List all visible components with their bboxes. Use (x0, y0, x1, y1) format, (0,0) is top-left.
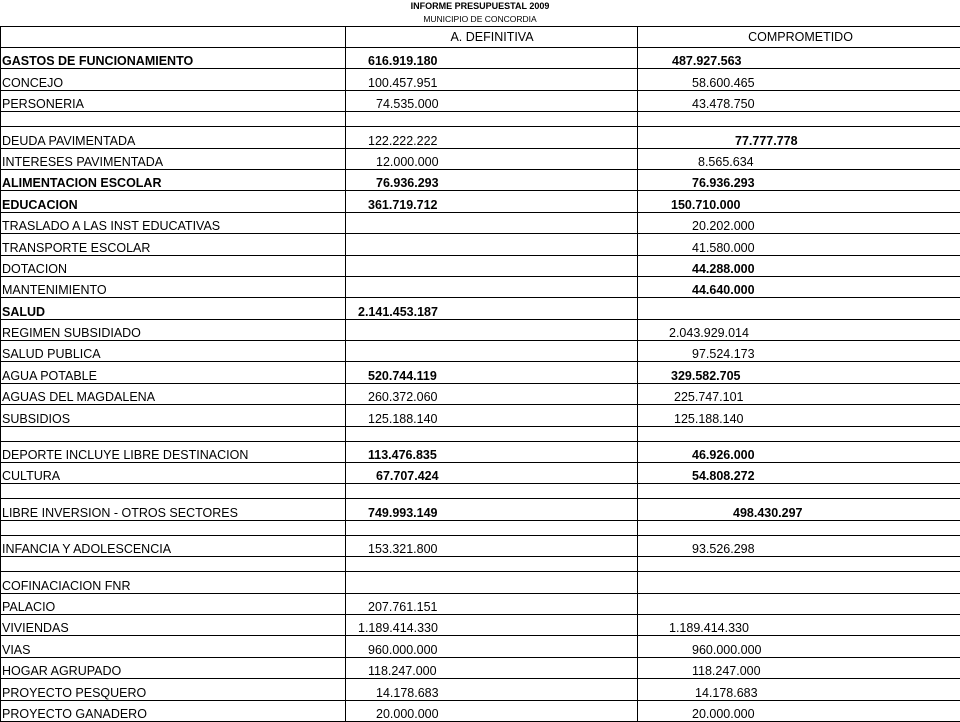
row-label: TRASLADO A LAS INST EDUCATIVAS (1, 212, 346, 233)
row-definitiva (346, 484, 638, 499)
row-label: SUBSIDIOS (1, 405, 346, 426)
table-row (1, 169, 960, 190)
row-comprometido: 150.710.000 (638, 191, 960, 212)
table-row (1, 463, 960, 484)
row-comprometido: 54.808.272 (638, 463, 960, 484)
row-definitiva: 118.247.000 (346, 657, 638, 678)
row-definitiva (346, 112, 638, 127)
row-comprometido: 77.777.778 (638, 127, 960, 148)
row-definitiva: 1.189.414.330 (346, 614, 638, 635)
row-definitiva: 207.761.151 (346, 593, 638, 614)
row-comprometido: 960.000.000 (638, 636, 960, 657)
table-row (1, 657, 960, 678)
table-row (1, 212, 960, 233)
row-comprometido: 125.188.140 (638, 405, 960, 426)
table-row (1, 700, 960, 721)
row-definitiva (346, 234, 638, 255)
row-label (1, 484, 346, 499)
report-subtitle: MUNICIPIO DE CONCORDIA (0, 14, 960, 24)
row-label: VIVIENDAS (1, 614, 346, 635)
row-comprometido: 498.430.297 (638, 499, 960, 520)
row-label: SALUD PUBLICA (1, 341, 346, 362)
table-row (1, 191, 960, 212)
table-row (1, 362, 960, 383)
row-definitiva (346, 319, 638, 340)
row-definitiva (346, 520, 638, 535)
row-definitiva (346, 341, 638, 362)
row-comprometido (638, 112, 960, 127)
table-row (1, 298, 960, 319)
row-comprometido: 118.247.000 (638, 657, 960, 678)
row-definitiva: 125.188.140 (346, 405, 638, 426)
row-definitiva: 74.535.000 (346, 90, 638, 111)
row-comprometido (638, 572, 960, 593)
table-row (1, 441, 960, 462)
row-label: LIBRE INVERSION - OTROS SECTORES (1, 499, 346, 520)
table-row (1, 276, 960, 297)
row-definitiva: 12.000.000 (346, 148, 638, 169)
row-definitiva: 100.457.951 (346, 69, 638, 90)
row-label: MANTENIMIENTO (1, 276, 346, 297)
row-comprometido: 76.936.293 (638, 169, 960, 190)
row-label: AGUA POTABLE (1, 362, 346, 383)
row-comprometido (638, 298, 960, 319)
row-comprometido: 46.926.000 (638, 441, 960, 462)
row-definitiva (346, 255, 638, 276)
row-comprometido: 2.043.929.014 (638, 319, 960, 340)
row-label (1, 426, 346, 441)
table-row (1, 405, 960, 426)
row-label: PROYECTO PESQUERO (1, 679, 346, 700)
header-definitiva: A. DEFINITIVA (346, 27, 638, 48)
row-comprometido: 8.565.634 (638, 148, 960, 169)
table-row (1, 127, 960, 148)
row-comprometido: 20.202.000 (638, 212, 960, 233)
report-title: INFORME PRESUPUESTAL 2009 (0, 1, 960, 11)
row-label: DEPORTE INCLUYE LIBRE DESTINACION (1, 441, 346, 462)
row-comprometido (638, 520, 960, 535)
row-label: DEUDA PAVIMENTADA (1, 127, 346, 148)
row-definitiva (346, 572, 638, 593)
row-label (1, 520, 346, 535)
row-comprometido (638, 593, 960, 614)
table-row (1, 48, 960, 69)
row-label: SALUD (1, 298, 346, 319)
row-comprometido: 58.600.465 (638, 69, 960, 90)
row-definitiva: 153.321.800 (346, 535, 638, 556)
row-comprometido: 44.288.000 (638, 255, 960, 276)
row-definitiva: 76.936.293 (346, 169, 638, 190)
row-label: TRANSPORTE ESCOLAR (1, 234, 346, 255)
row-label (1, 557, 346, 572)
table-row (1, 148, 960, 169)
table-row (1, 593, 960, 614)
row-label: EDUCACION (1, 191, 346, 212)
table-row (1, 255, 960, 276)
row-definitiva: 122.222.222 (346, 127, 638, 148)
table-row (1, 679, 960, 700)
row-label: INTERESES PAVIMENTADA (1, 148, 346, 169)
row-definitiva: 749.993.149 (346, 499, 638, 520)
header-row (1, 27, 960, 48)
row-definitiva: 260.372.060 (346, 383, 638, 404)
table-row (1, 572, 960, 593)
table-row (1, 535, 960, 556)
row-label: PALACIO (1, 593, 346, 614)
row-comprometido: 14.178.683 (638, 679, 960, 700)
budget-table (0, 26, 960, 722)
row-comprometido: 225.747.101 (638, 383, 960, 404)
row-definitiva: 361.719.712 (346, 191, 638, 212)
row-label: VIAS (1, 636, 346, 657)
row-comprometido: 93.526.298 (638, 535, 960, 556)
row-comprometido: 44.640.000 (638, 276, 960, 297)
row-comprometido: 1.189.414.330 (638, 614, 960, 635)
table-row (1, 341, 960, 362)
header-concepto (1, 27, 346, 48)
table-row (1, 112, 960, 127)
header-comprometido: COMPROMETIDO (638, 27, 960, 48)
row-comprometido (638, 426, 960, 441)
table-row (1, 319, 960, 340)
row-comprometido: 97.524.173 (638, 341, 960, 362)
row-definitiva (346, 276, 638, 297)
row-definitiva (346, 557, 638, 572)
row-comprometido: 43.478.750 (638, 90, 960, 111)
row-definitiva: 616.919.180 (346, 48, 638, 69)
table-row (1, 499, 960, 520)
row-definitiva: 520.744.119 (346, 362, 638, 383)
row-definitiva: 113.476.835 (346, 441, 638, 462)
row-label: PROYECTO GANADERO (1, 700, 346, 721)
row-label: CONCEJO (1, 69, 346, 90)
row-comprometido (638, 484, 960, 499)
row-comprometido (638, 557, 960, 572)
row-label: ALIMENTACION ESCOLAR (1, 169, 346, 190)
table-row (1, 636, 960, 657)
table-row (1, 614, 960, 635)
row-definitiva: 67.707.424 (346, 463, 638, 484)
row-definitiva: 960.000.000 (346, 636, 638, 657)
table-row (1, 234, 960, 255)
table-row (1, 383, 960, 404)
row-comprometido: 41.580.000 (638, 234, 960, 255)
table-row (1, 520, 960, 535)
table-row (1, 90, 960, 111)
row-label (1, 112, 346, 127)
row-definitiva: 2.141.453.187 (346, 298, 638, 319)
row-comprometido: 329.582.705 (638, 362, 960, 383)
row-label: CULTURA (1, 463, 346, 484)
row-definitiva (346, 212, 638, 233)
row-comprometido: 487.927.563 (638, 48, 960, 69)
row-label: AGUAS DEL MAGDALENA (1, 383, 346, 404)
row-definitiva (346, 426, 638, 441)
table-row (1, 484, 960, 499)
row-label: REGIMEN SUBSIDIADO (1, 319, 346, 340)
row-label: INFANCIA Y ADOLESCENCIA (1, 535, 346, 556)
table-row (1, 557, 960, 572)
row-label: DOTACION (1, 255, 346, 276)
row-definitiva: 14.178.683 (346, 679, 638, 700)
row-label: GASTOS DE FUNCIONAMIENTO (1, 48, 346, 69)
table-row (1, 69, 960, 90)
table-row (1, 426, 960, 441)
row-label: HOGAR AGRUPADO (1, 657, 346, 678)
row-comprometido: 20.000.000 (638, 700, 960, 721)
row-definitiva: 20.000.000 (346, 700, 638, 721)
row-label: COFINACIACION FNR (1, 572, 346, 593)
row-label: PERSONERIA (1, 90, 346, 111)
